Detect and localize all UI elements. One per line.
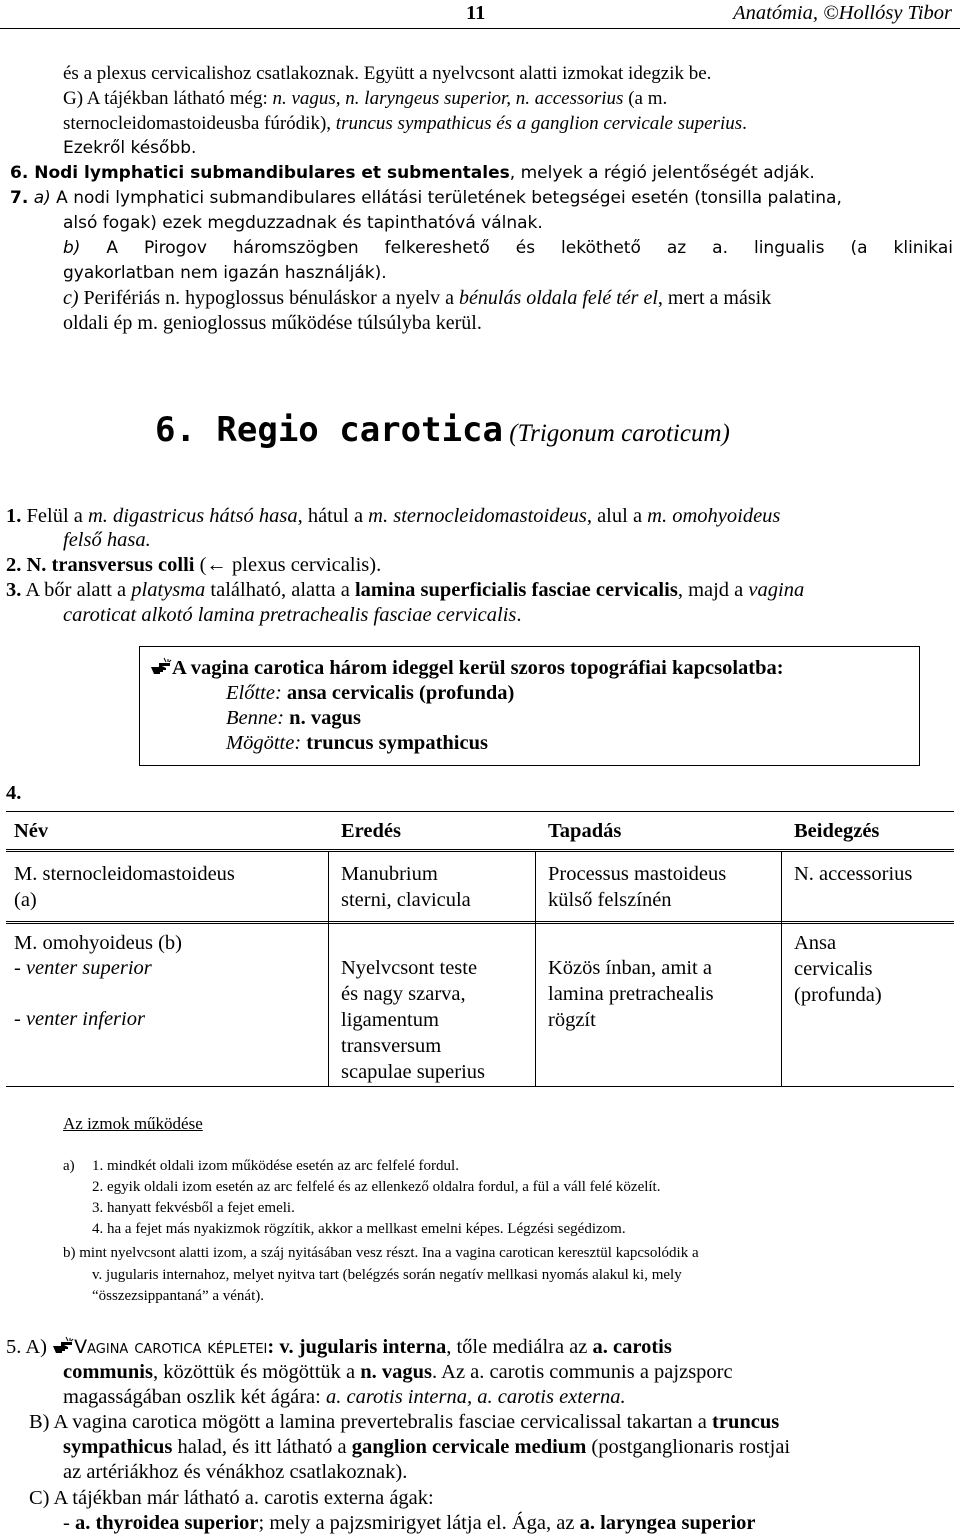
running-title: Anatómia, ©Hollósy Tibor [733, 2, 952, 24]
text-line: alsó fogak) ezek megduzzadnak és tapinthatóvá válnak. [63, 213, 543, 233]
table-header: Beidegzés [794, 820, 880, 842]
table-col-rule [328, 923, 329, 1086]
table-cell: Manubrium sterni, clavicula [341, 863, 471, 911]
table-rule [6, 921, 954, 922]
item-7a: 7. a) A nodi lymphatici submandibulares ellátási területének betegségei esetén (tonsilla palatina, [10, 188, 842, 208]
table-col-rule [535, 851, 536, 923]
table-col-rule [781, 923, 782, 1086]
table-rule [6, 849, 954, 850]
table-rule [6, 851, 954, 852]
table-cell: Közös ínban, amit a lamina pretrachealis rögzít [548, 957, 714, 1031]
item-5b: B) A vagina carotica mögött a lamina prevertebralis fasciae cervicalissal takartan a truncus [29, 1411, 780, 1433]
box-row: Mögötte: truncus sympathicus [226, 732, 488, 754]
table-col-rule [781, 851, 782, 923]
header-rule [0, 28, 960, 29]
table-cell: M. sternocleidomastoideus (a) [14, 863, 235, 911]
item-5a: 5. A) Vagina carotica képletei: v. jugularis interna, tőle mediálra az a. carotis [6, 1336, 672, 1358]
function-item: 2. egyik oldali izom esetén az arc felfelé és az ellenkező oldalra fordul, a fül a váll felé közelít. [92, 1179, 661, 1195]
text-line: gyakorlatban nem igazán használják). [63, 263, 387, 283]
item-7b: b) A Pirogov háromszögben felkereshető és leköthető az a. lingualis (a klinikai [63, 238, 953, 258]
list-item-1: 1. Felül a m. digastricus hátsó hasa, hátul a m. sternocleidomastoideus, alul a m. omohyoideus [6, 505, 781, 527]
function-item: “összezsippantaná” a vénát). [92, 1288, 264, 1304]
table-header: Eredés [341, 820, 401, 842]
table-col-rule [535, 923, 536, 1086]
text-line: Ezekről később. [63, 138, 197, 158]
function-item: 4. ha a fejet más nyakizmok rögzítik, akkor a mellkast emelni képes. Légzési segédizom. [92, 1221, 626, 1237]
table-cell: M. omohyoideus (b) [14, 932, 182, 954]
table-cell: Ansa cervicalis (profunda) [794, 932, 882, 1006]
pointing-hand-icon [52, 1336, 74, 1356]
text-line: felső hasa. [63, 529, 151, 551]
text-line: és a plexus cervicalishoz csatlakoznak. Együtt a nyelvcsont alatti izmokat idegzik be. [63, 63, 712, 84]
table-header: Név [14, 820, 49, 842]
function-item: v. jugularis internahoz, melyet nyitva tart (belégzés során negatív mellkasi nyomás alakul ki, mely [92, 1267, 682, 1283]
text-line: az artériákhoz és vénákhoz csatlakoznak). [63, 1461, 408, 1483]
section-title: 6. Regio carotica (Trigonum caroticum) [155, 410, 730, 450]
text-line: G) A tájékban látható még: n. vagus, n. laryngeus superior, n. accessorius (a m. [63, 88, 668, 109]
box-title: A vagina carotica három ideggel kerül szoros topográfiai kapcsolatba: [150, 655, 784, 681]
text-line: magasságában oszlik két ágára: a. carotis interna, a. carotis externa. [63, 1386, 626, 1408]
list-item-3: 3. A bőr alatt a platysma található, alatta a lamina superficialis fasciae cervicalis, majd a vagina [6, 579, 805, 601]
table-cell: Nyelvcsont teste és nagy szarva, ligamentum transversum scapulae superius [341, 957, 486, 1083]
item-5c: C) A tájékban már látható a. carotis externa ágak: [29, 1487, 434, 1509]
function-a-label: a) [63, 1158, 75, 1174]
table-rule [6, 811, 954, 812]
box-row: Benne: n. vagus [226, 707, 361, 729]
table-cell: N. accessorius [794, 863, 913, 885]
function-item: b) mint nyelvcsont alatti izom, a száj nyitásában vesz részt. Ina a vagina carotican keresztül kapcsolódik a [63, 1245, 699, 1261]
item-7c: c) Perifériás n. hypoglossus bénuláskor a nyelv a bénulás oldala felé tér el, mert a másik [63, 287, 772, 309]
page-number: 11 [466, 2, 486, 24]
text-line: communis, közöttük és mögöttük a n. vagus. Az a. carotis communis a pajzsporc [63, 1361, 733, 1383]
list-item-4: 4. [6, 782, 22, 804]
table-rule [6, 923, 954, 924]
text-line: sternocleidomastoideusba fúródik), truncus sympathicus és a ganglion cervicale superius. [63, 113, 747, 134]
text-line: sympathicus halad, és itt látható a ganglion cervicale medium (postganglionaris rostjai [63, 1436, 791, 1458]
table-cell: Processus mastoideus külső felszínén [548, 863, 727, 911]
function-item: 3. hanyatt fekvésből a fejet emeli. [92, 1200, 295, 1216]
text-line: caroticat alkotó lamina pretrachealis fasciae cervicalis. [63, 604, 522, 626]
function-heading: Az izmok működése [63, 1114, 203, 1133]
table-cell: - venter superior [14, 957, 152, 979]
table-cell: - venter inferior [14, 1008, 145, 1030]
table-header: Tapadás [548, 820, 622, 842]
text-line: oldali ép m. genioglossus működése túlsúlyba kerül. [63, 312, 482, 334]
table-rule [6, 1086, 954, 1087]
item-6: 6. Nodi lymphatici submandibulares et submentales, melyek a régió jelentőségét adják. [10, 163, 815, 183]
function-item: 1. mindkét oldali izom működése esetén az arc felfelé fordul. [92, 1158, 459, 1174]
pointing-hand-icon [150, 657, 172, 677]
table-col-rule [328, 851, 329, 923]
list-item-2: 2. N. transversus colli (← plexus cervicalis). [6, 554, 382, 576]
text-line: - a. thyroidea superior; mely a pajzsmirigyet látja el. Ága, az a. laryngea superior [63, 1512, 756, 1534]
box-row: Előtte: ansa cervicalis (profunda) [226, 682, 515, 704]
